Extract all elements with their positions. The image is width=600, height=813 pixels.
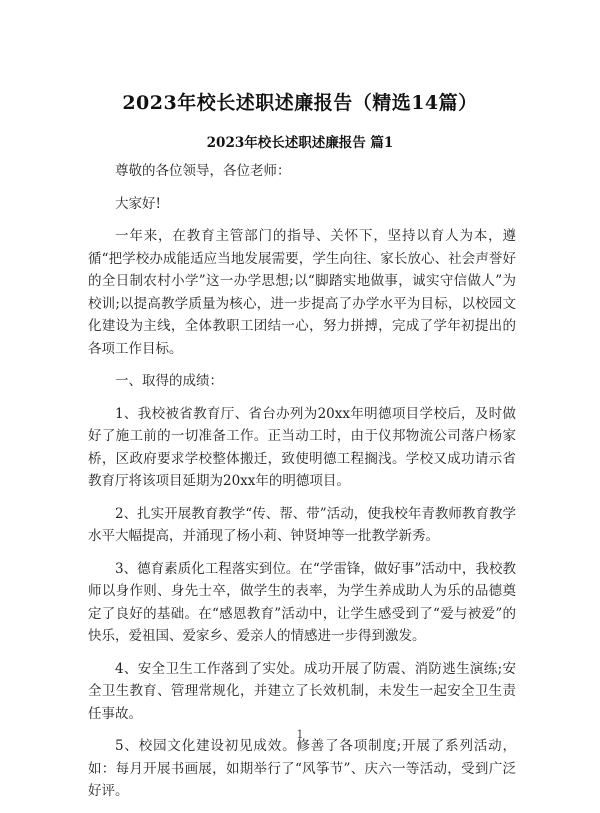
paragraph-item-5: 5、校园文化建设初见成效。修善了各项制度;开展了系列活动，如：每月开展书画展，如期举行了“风筝节”、庆六一等活动，受到广泛好评。 — [88, 738, 516, 799]
paragraph-item-4: 4、安全卫生工作落到了实处。成功开展了防震、消防逃生演练;安全卫生教育、管理常规化，并建立了长效机制，未发生一起安全卫生责任事故。 — [88, 660, 516, 722]
paragraph-item-2: 2、扎实开展教育教学“传、帮、带”活动，使我校年青教师教育教学水平大幅提高，并涌现了杨小莉、钟贤坤等一批教学新秀。 — [88, 505, 516, 544]
paragraph-item-3: 3、德育素质化工程落实到位。在“学雷锋，做好事”活动中，我校教师以身作则、身先士卒，做学生的表率，为学生养成助人为乐的品德奠定了良好的基础。在“感恩教育”活动中，让学生感受到了“爱与被爱”的快乐，爱祖国、爱家乡、爱亲人的情感进一步得到激发。 — [88, 560, 516, 644]
greeting: 大家好! — [115, 195, 161, 212]
salutation: 尊敬的各位领导，各位老师： — [115, 163, 291, 179]
page-number: 1 — [296, 728, 304, 741]
document-body — [88, 160, 516, 813]
paragraph-intro: 一年来，在教育主管部门的指导、关怀下，坚持以育人为本，遵循“把学校办成能适应当地发展需要，学生向往、家长放心、社会声誉好的全日制农村小学”这一办学思想;以“脚踏实地做事，诚实守信做人”为校训;以提高教学质量为核心，进一步提高了办学水平为目标，以校园文化建设为主线，全体教职工团结一心，努力拼搏，完成了学年初提出的各项工作目标。 — [88, 228, 516, 357]
paragraph-item-1: 1、我校被省教育厅、省台办列为20xx年明德项目学校后，及时做好了施工前的一切准备工作。正当动工时，由于仪邦物流公司落户杨家桥，区政府要求学校整体搬迁，致使明德工程搁浅。学校又成功请示省教育厅将该项目延期为20xx年的明德项目。 — [88, 405, 516, 489]
heading-achievements: 一、取得的成绩： — [115, 373, 223, 389]
section-title: 2023年校长述职述廉报告 篇1 — [206, 135, 394, 151]
document-title: 2023年校长述职述廉报告（精选14篇） — [122, 92, 478, 114]
